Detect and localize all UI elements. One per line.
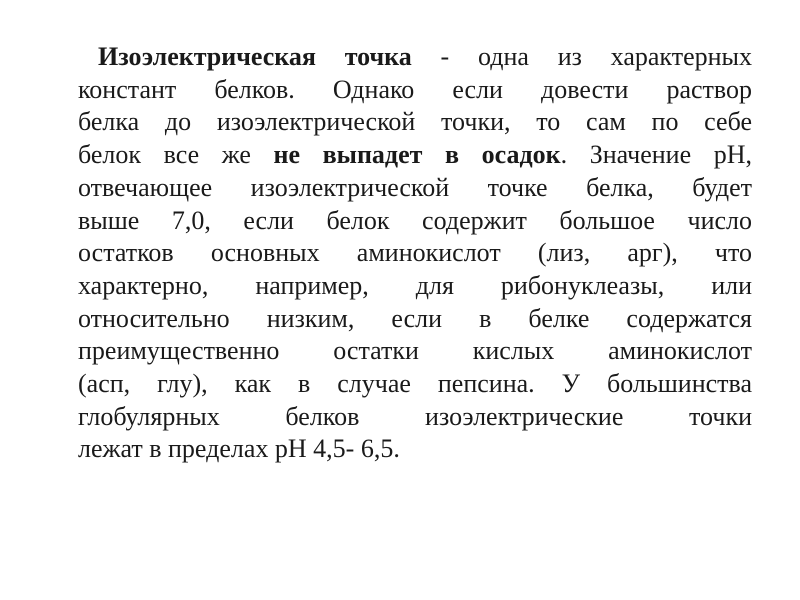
text-line-11: (асп, глу), как в случае пепсина. У большинства <box>78 369 752 399</box>
text-line-2: констант белков. Однако если довести раствор <box>78 74 752 104</box>
text-line-10: преимущественно остатки кислых аминокислот <box>78 336 752 366</box>
text-line-9: относительно низким, если в белке содержатся <box>78 303 752 333</box>
term-isoelectric-point: Изоэлектрическая точка <box>98 42 412 71</box>
text-line-4-start: белок все же <box>78 140 274 170</box>
text-line-3: белка до изоэлектрической точки, то сам по себе <box>78 107 752 137</box>
text-line-1-rest: - одна из характерных <box>411 42 752 71</box>
text-line-13: лежат в пределах рН 4,5- 6,5. <box>78 434 400 464</box>
text-line-4 <box>78 139 752 172</box>
text-line-5: отвечающее изоэлектрической точке белка, будет <box>78 172 752 202</box>
text-line-8: характерно, например, для рибонуклеазы, или <box>78 270 752 300</box>
body-paragraph <box>78 41 752 466</box>
text-line-1 <box>78 41 752 74</box>
text-line-4-end: . Значение рН, <box>560 140 753 170</box>
text-line-6: выше 7,0, если белок содержит большое число <box>78 205 752 235</box>
text-line-12: глобулярных белков изоэлектрические точки <box>78 401 752 431</box>
emphasis-no-precipitate: не выпадет в осадок <box>273 140 561 170</box>
text-line-7: остатков основных аминокислот (лиз, арг), что <box>78 238 752 268</box>
